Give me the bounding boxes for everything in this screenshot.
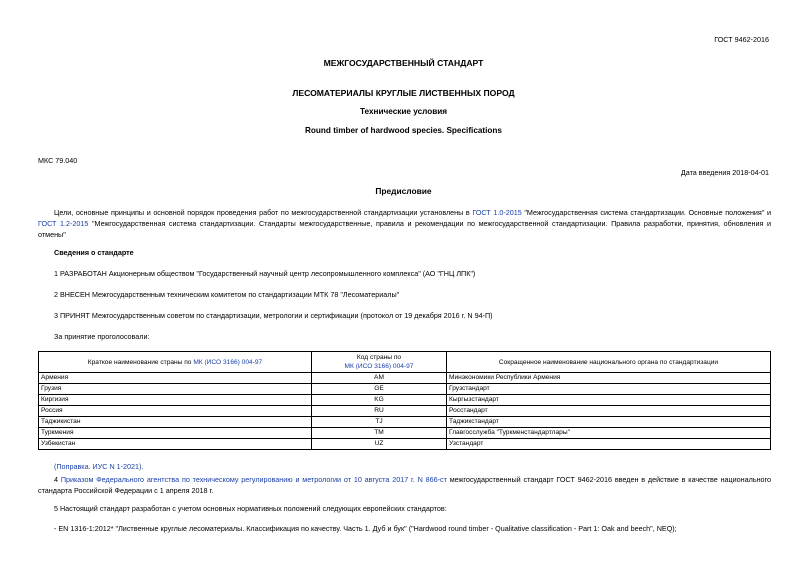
gost-1-2-link[interactable]: ГОСТ 1.2-2015 — [38, 219, 89, 228]
body-cell: Минэкономики Республики Армения — [447, 373, 771, 384]
table-row — [39, 384, 771, 395]
header-body: Сокращенное наименование национального органа по стандартизации — [447, 352, 771, 373]
code-cell: UZ — [312, 439, 447, 450]
order-866-link[interactable]: Приказом Федерального агентства по техническому регулированию и метрологии от 10 августа 2017 г. N 866-ст — [60, 475, 447, 484]
paragraph-text: 4 — [54, 475, 61, 484]
body-cell: Главгосслужба "Туркменстандартлары" — [447, 428, 771, 439]
header-text: Код страны по — [356, 354, 402, 361]
country-cell: Таджикистан — [39, 417, 312, 428]
code-cell: AM — [312, 373, 447, 384]
gost-1-0-link[interactable]: ГОСТ 1.0-2015 — [472, 208, 522, 217]
header-text: Краткое наименование страны по — [87, 358, 194, 366]
code-cell: RU — [312, 406, 447, 417]
body-cell: Грузстандарт — [447, 384, 771, 395]
document-title: ЛЕСОМАТЕРИАЛЫ КРУГЛЫЕ ЛИСТВЕННЫХ ПОРОД — [292, 88, 515, 98]
paragraph-text: "Межгосударственная система стандартизации. Основные положения" и — [521, 208, 771, 217]
european-standards-paragraph: 5 Настоящий стандарт разработан с учетом основных нормативных положений следующих европейских стандартов: — [54, 504, 447, 513]
header-code — [312, 352, 447, 373]
table-header-row — [39, 352, 771, 373]
code-cell: TM — [312, 428, 447, 439]
table-row — [39, 428, 771, 439]
document-subtitle: Технические условия — [359, 107, 448, 116]
body-cell: Кыргызстандарт — [447, 395, 771, 406]
mk-iso-code-link[interactable]: МК (ИСО 3166) 004-97 — [344, 363, 414, 370]
info-heading: Сведения о стандарте — [54, 248, 134, 257]
country-cell: Киргизия — [39, 395, 312, 406]
standard-type: МЕЖГОСУДАРСТВЕННЫЙ СТАНДАРТ — [323, 58, 484, 68]
order-paragraph — [38, 474, 771, 496]
countries-table — [38, 351, 771, 450]
mks-code: МКС 79.040 — [38, 156, 78, 165]
code-cell: KG — [312, 395, 447, 406]
mk-iso-link[interactable]: МК (ИСО 3166) 004-97 — [193, 358, 263, 366]
country-cell: Узбекистан — [39, 439, 312, 450]
country-cell: Россия — [39, 406, 312, 417]
country-cell: Армения — [39, 373, 312, 384]
amendment-link[interactable]: (Поправка. ИУС N 1-2021). — [54, 462, 144, 471]
preface-heading: Предисловие — [375, 186, 432, 196]
country-cell: Туркмения — [39, 428, 312, 439]
body-cell: Таджикстандарт — [447, 417, 771, 428]
table-row — [39, 439, 771, 450]
preface-paragraph — [38, 207, 771, 240]
body-cell: Росстандарт — [447, 406, 771, 417]
intro-date: Дата введения 2018-04-01 — [680, 168, 769, 177]
document-code: ГОСТ 9462-2016 — [714, 35, 769, 44]
table-row — [39, 406, 771, 417]
table-row — [39, 417, 771, 428]
en-standard-item: - EN 1316-1:2012* "Лиственные круглые лесоматериалы. Классификация по качеству. Часть 1. Дуб и бук" ("Hardwood round timber - Qualitative classification - Part 1: Oak and beech", NEQ); — [54, 524, 677, 533]
voted-label: За принятие проголосовали: — [54, 332, 150, 341]
document-title-english: Round timber of hardwood species. Specifications — [305, 126, 502, 135]
paragraph-text: "Межгосударственная система стандартизации. Стандарты межгосударственные, правила и рекомендации по межгосударственной стандартизации. Правила разработки, принятия, обновления и отмены" — [38, 219, 771, 239]
info-item-developed: 1 РАЗРАБОТАН Акционерным обществом "Государственный научный центр лесопромышленного комплекса" (АО "ГНЦ ЛПК") — [54, 269, 476, 278]
body-cell: Узстандарт — [447, 439, 771, 450]
code-cell: TJ — [312, 417, 447, 428]
paragraph-text: Цели, основные принципы и основной порядок проведения работ по межгосударственной стандартизации установлены в — [54, 208, 473, 217]
code-cell: GE — [312, 384, 447, 395]
country-cell: Грузия — [39, 384, 312, 395]
info-item-submitted: 2 ВНЕСЕН Межгосударственным техническим комитетом по стандартизации МТК 78 "Лесоматериалы" — [54, 290, 400, 299]
table-row — [39, 395, 771, 406]
paragraph-text: межгосударственный стандарт ГОСТ 9462-2016 введен в действие в качестве национального стандарта Российской Федерации с 1 апреля 2018 г. — [38, 475, 772, 495]
header-country — [39, 352, 312, 373]
table-row — [39, 373, 771, 384]
info-item-adopted: 3 ПРИНЯТ Межгосударственным советом по стандартизации, метрологии и сертификации (протокол от 19 декабря 2016 г. N 94-П) — [54, 311, 493, 320]
